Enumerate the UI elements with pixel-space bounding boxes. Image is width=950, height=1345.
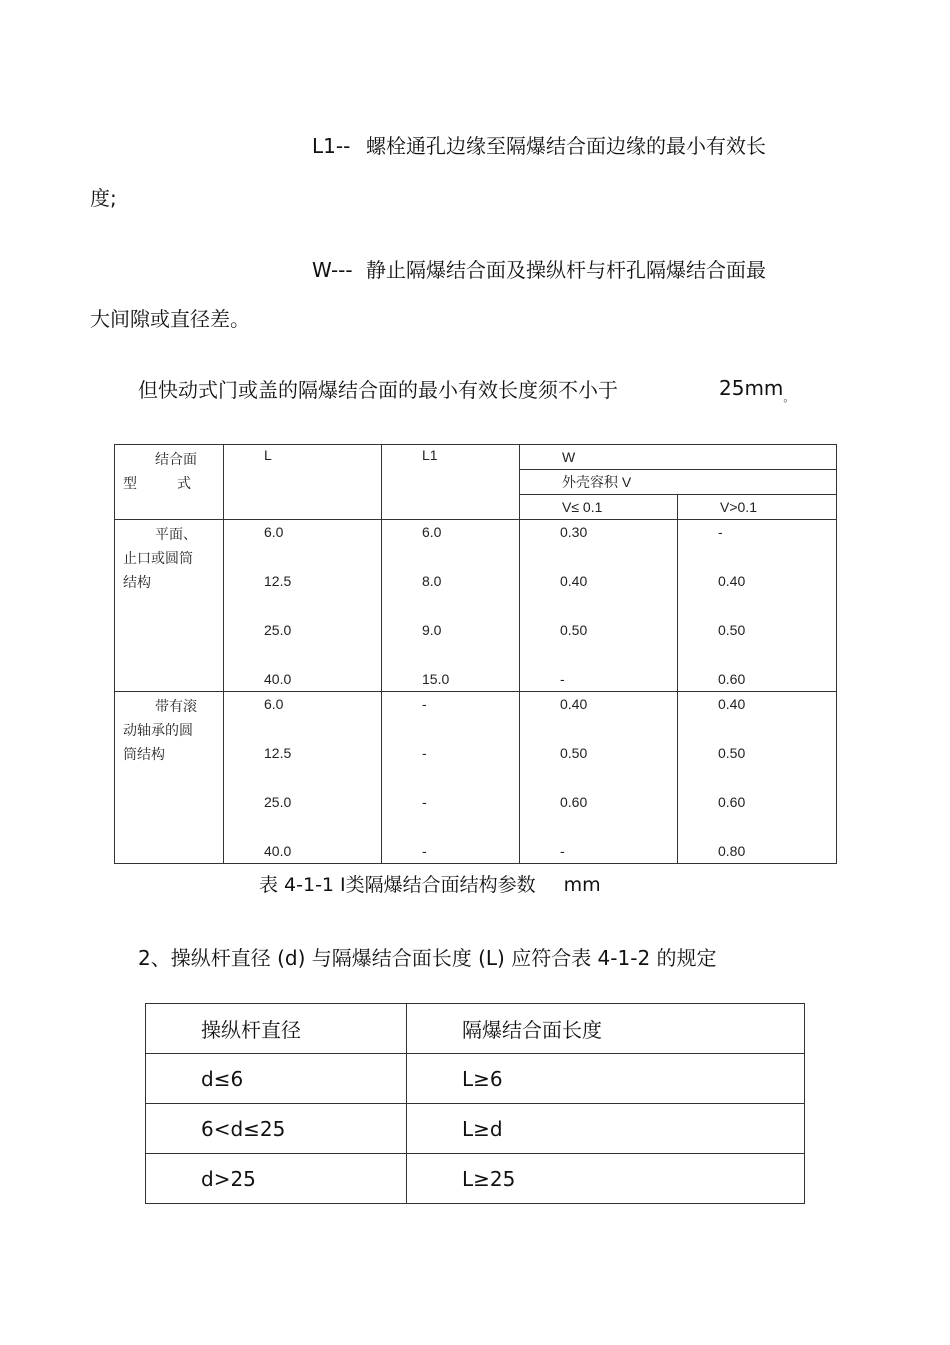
w-definition xyxy=(312,254,766,283)
values-W-le: 0.40 0.50 0.60 - xyxy=(520,692,678,864)
header-v-gt: V>0.1 xyxy=(678,495,837,520)
values-W-gt: - 0.40 0.50 0.60 xyxy=(678,520,837,692)
header-volume: 外壳容积 V xyxy=(520,470,837,495)
w-prefix: W--- xyxy=(312,258,353,282)
table-row xyxy=(146,1054,805,1104)
header-form-line1: 结合面 xyxy=(155,451,197,467)
rod-diameter-cell: d>25 xyxy=(146,1154,407,1204)
header-v-le: V≤ 0.1 xyxy=(520,495,678,520)
table-row xyxy=(115,692,837,864)
l1-definition-continuation: 度; xyxy=(90,186,117,210)
table-row xyxy=(115,520,837,692)
header-rod-diameter: 操纵杆直径 xyxy=(146,1004,407,1054)
header-joint-length: 隔爆结合面长度 xyxy=(407,1004,805,1054)
table-header-row xyxy=(146,1004,805,1054)
l1-prefix: L1-- xyxy=(312,134,351,158)
caption-unit: mm xyxy=(563,874,601,896)
header-joint-form xyxy=(115,445,224,520)
values-L: 6.0 12.5 25.0 40.0 xyxy=(224,692,382,864)
values-L1: 6.0 8.0 9.0 15.0 xyxy=(382,520,520,692)
table-row xyxy=(146,1104,805,1154)
w-definition-text: 静止隔爆结合面及操纵杆与杆孔隔爆结合面最 xyxy=(366,258,766,282)
rod-diameter-cell: 6<d≤25 xyxy=(146,1104,407,1154)
rod-diameter-cell: d≤6 xyxy=(146,1054,407,1104)
header-form-line2: 型 式 xyxy=(123,475,191,491)
note-end: 。 xyxy=(783,391,795,404)
quick-door-note-value xyxy=(719,376,794,405)
flameproof-joint-parameters-table xyxy=(114,444,837,864)
header-L1: L1 xyxy=(382,445,520,520)
quick-door-note: 但快动式门或盖的隔爆结合面的最小有效长度须不小于 xyxy=(138,378,618,402)
w-definition-continuation: 大间隙或直径差。 xyxy=(90,307,250,331)
table-caption xyxy=(259,870,601,897)
caption-label: 表 4-1-1 Ⅰ类隔爆结合面结构参数 xyxy=(259,874,536,896)
group-label-rolling-bearing: 带有滚 动轴承的圆 筒结构 xyxy=(115,692,224,864)
group-label-planar: 平面、 止口或圆筒 结构 xyxy=(115,520,224,692)
l1-definition-text: 螺栓通孔边缘至隔爆结合面边缘的最小有效长 xyxy=(366,134,766,158)
values-W-le: 0.30 0.40 0.50 - xyxy=(520,520,678,692)
note-value: 25mm xyxy=(719,376,784,400)
operating-rod-table xyxy=(145,1003,805,1204)
table-row xyxy=(146,1154,805,1204)
values-W-gt: 0.40 0.50 0.60 0.80 xyxy=(678,692,837,864)
joint-length-cell: L≥d xyxy=(407,1104,805,1154)
joint-length-cell: L≥25 xyxy=(407,1154,805,1204)
l1-definition xyxy=(312,130,766,159)
values-L1: - - - - xyxy=(382,692,520,864)
header-L: L xyxy=(224,445,382,520)
values-L: 6.0 12.5 25.0 40.0 xyxy=(224,520,382,692)
section-2-text: 2、操纵杆直径 (d) 与隔爆结合面长度 (L) 应符合表 4-1-2 的规定 xyxy=(138,946,717,970)
header-W: W xyxy=(520,445,837,470)
joint-length-cell: L≥6 xyxy=(407,1054,805,1104)
